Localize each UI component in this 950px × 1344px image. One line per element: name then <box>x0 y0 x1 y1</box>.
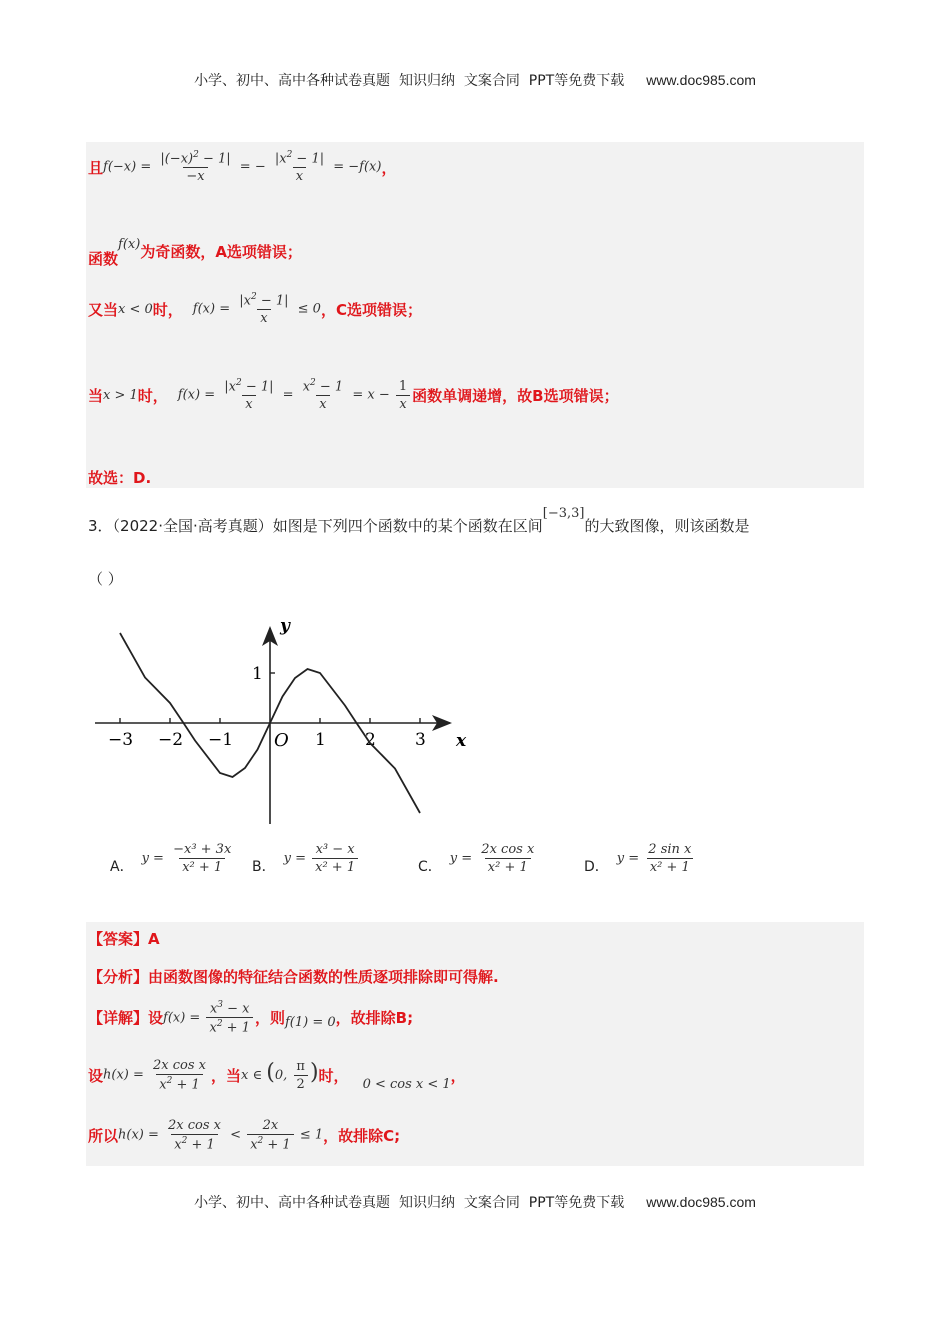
solution-text: 时， <box>152 300 183 319</box>
solution-line-4 <box>88 378 619 412</box>
x-tick-label: 1 <box>315 730 326 750</box>
math-formula: 0 < cos x < 1 <box>362 1076 451 1092</box>
detail-text: 所以 <box>88 1126 119 1145</box>
math-formula: f(x) = $\frac{|x^2 - 1|}{x}$ = $\frac{x^2 - 1}{x}$ = x − $\frac{1}{x}$ <box>178 378 412 412</box>
option-numerator: x³ − x <box>315 841 355 857</box>
option-b[interactable] <box>252 840 360 876</box>
solution-text: 且 <box>88 158 104 177</box>
option-lhs: y = <box>283 850 306 866</box>
function-graph <box>80 612 480 832</box>
solution-line-1 <box>88 150 396 184</box>
footer-text: 小学、初中、高中各种试卷真题 知识归纳 文案合同 PPT等免费下载 <box>194 1195 625 1211</box>
x-tick-label: 3 <box>415 730 426 750</box>
x-tick-label: −2 <box>158 730 184 750</box>
option-d[interactable] <box>584 840 696 876</box>
x-tick-label: −3 <box>108 730 134 750</box>
option-lhs: y = <box>616 850 640 866</box>
detail-text: ， <box>450 1066 466 1085</box>
detail-text: ，故排除C; <box>323 1126 401 1145</box>
option-c[interactable] <box>418 840 539 876</box>
page-footer <box>0 1192 950 1212</box>
page-header <box>0 70 950 90</box>
option-a[interactable] <box>110 840 236 876</box>
solution-line-3 <box>88 292 422 326</box>
answer-line <box>88 928 160 949</box>
exclude-c-line <box>88 1118 400 1152</box>
detail-text: ，当 <box>211 1066 242 1085</box>
math-formula: f(x) <box>118 237 141 252</box>
detail-text: 【详解】设 <box>88 1009 164 1028</box>
header-url[interactable]: www.doc985.com <box>646 72 756 88</box>
option-label: A． <box>110 859 134 875</box>
origin-label: O <box>274 730 289 751</box>
option-denominator: x² + 1 <box>647 858 693 875</box>
option-lhs: y = <box>141 850 164 866</box>
detail-text: ，故排除B; <box>335 1009 414 1028</box>
option-denominator: x² + 1 <box>179 858 225 875</box>
analysis-line <box>88 966 499 987</box>
solution-text: 时， <box>137 386 168 405</box>
solution-text: ，C选项错误； <box>320 300 422 319</box>
math-formula: f(x) = $\frac{x^3 - x}{x^2 + 1}$ <box>163 1000 255 1036</box>
h-definition-line <box>88 1058 466 1092</box>
detail-text: 时， <box>318 1066 349 1085</box>
option-lhs: y = <box>449 850 473 866</box>
question-interval: [−3,3] <box>542 506 585 521</box>
math-formula: f(1) = 0 <box>285 1015 336 1031</box>
x-axis-label: x <box>456 731 467 751</box>
option-denominator: x² + 1 <box>312 858 358 875</box>
detail-line <box>88 1000 413 1036</box>
question-prefix: 3．（2022·全国·高考真题）如图是下列四个函数中的某个函数在区间 <box>88 517 543 535</box>
math-formula: h(x) = $\frac{\text{2x cos x}}{x^2 + 1}$ <box>103 1058 207 1093</box>
solution-text: 故选：D. <box>88 469 152 487</box>
option-denominator: x² + 1 <box>485 858 531 875</box>
option-formula <box>617 842 697 875</box>
header-text: 小学、初中、高中各种试卷真题 知识归纳 文案合同 PPT等免费下载 <box>194 73 625 89</box>
solution-text: 函数 <box>88 250 119 268</box>
solution-line-5 <box>88 467 151 488</box>
option-label: B． <box>252 859 276 875</box>
option-formula <box>142 842 237 875</box>
detail-text: ，则 <box>254 1009 285 1028</box>
option-label: D． <box>584 859 609 875</box>
option-label: C． <box>418 859 442 875</box>
question-suffix: 的大致图像，则该函数是 <box>584 517 750 535</box>
option-numerator: −x³ + 3x <box>173 841 232 857</box>
math-formula: x < 0 <box>118 301 153 317</box>
option-formula <box>450 842 540 875</box>
math-formula: f(−x) = $\frac{|(-x)^2 - 1|}{-x}$ = − $\frac{|x^2 - 1|}{x}$ = −f(x) <box>103 150 382 185</box>
y-axis-label: y <box>280 616 290 636</box>
x-tick-label: −1 <box>208 730 234 750</box>
question-text <box>88 506 750 536</box>
solution-text: 当 <box>88 386 104 405</box>
solution-line-2 <box>88 234 302 269</box>
solution-text: ， <box>381 158 397 177</box>
y-tick-label: 1 <box>252 664 263 684</box>
math-formula: x ∈ (0, $\frac{\pi}{2}$ ) <box>241 1058 319 1092</box>
option-numerator: 2x cos x <box>481 841 535 857</box>
answer-text: 【答案】A <box>88 930 160 948</box>
question-blank: （ ） <box>88 570 123 588</box>
math-formula: h(x) = $\frac{\text{2x cos x}}{x^2 + 1}$ < $\frac{2x}{x^2 + 1}$ ≤ 1 <box>118 1118 324 1153</box>
option-formula <box>284 842 361 875</box>
option-numerator: 2 sin x <box>648 841 692 857</box>
detail-text: 设 <box>88 1066 104 1085</box>
solution-text: 为奇函数，A选项错误； <box>140 243 302 261</box>
math-formula: f(x) = $\frac{|x^2 - 1|}{x}$ ≤ 0 <box>192 292 321 327</box>
x-tick-label: 2 <box>365 730 376 750</box>
solution-text: 函数单调递增，故B选项错误； <box>412 386 619 405</box>
footer-url[interactable]: www.doc985.com <box>646 1194 756 1210</box>
math-formula: x > 1 <box>103 387 138 403</box>
solution-text: 又当 <box>88 300 119 319</box>
analysis-text: 【分析】由函数图像的特征结合函数的性质逐项排除即可得解. <box>88 968 499 986</box>
